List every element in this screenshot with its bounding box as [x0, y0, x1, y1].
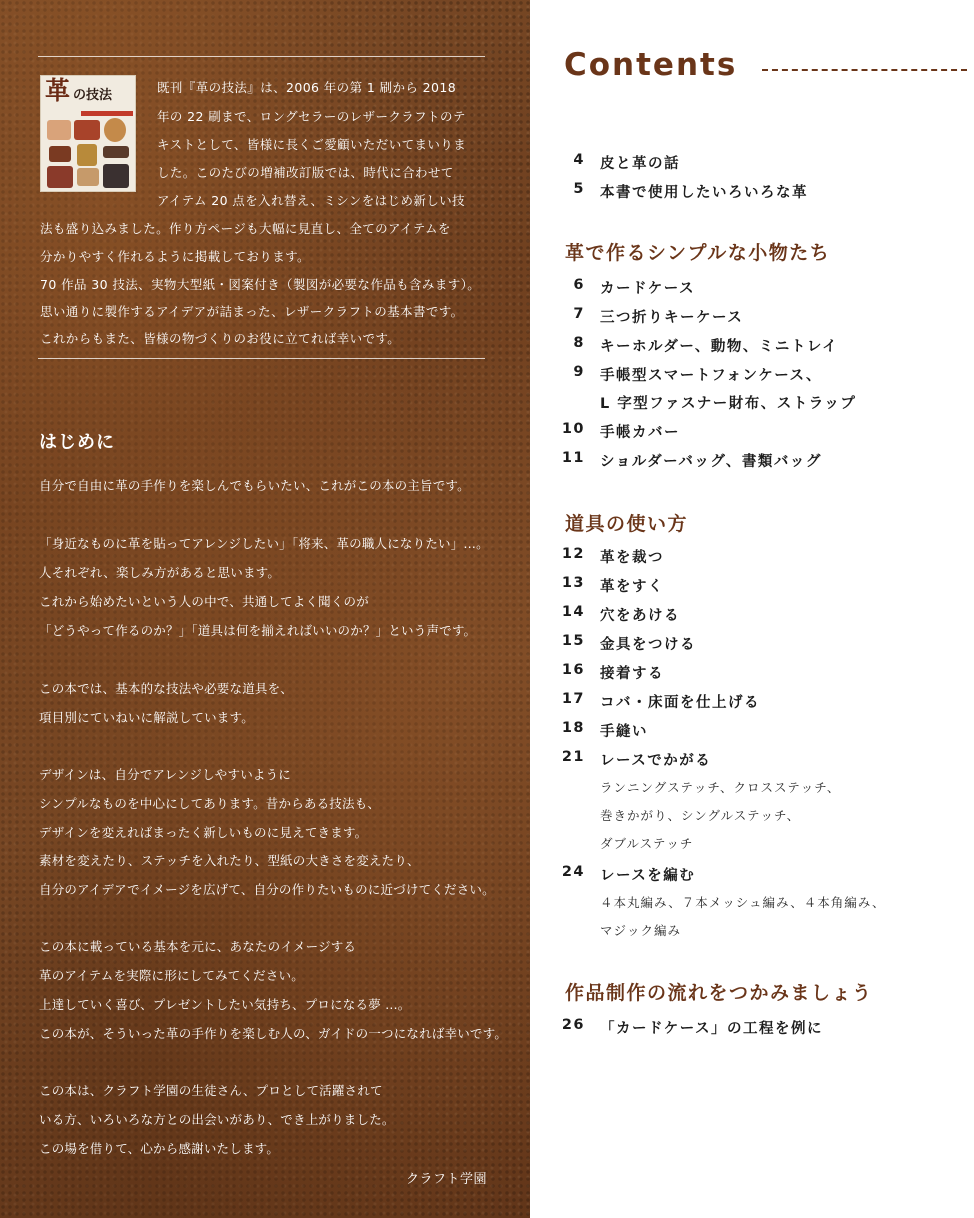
- contents-dash-rule: [762, 69, 967, 71]
- cover-item: [74, 120, 100, 140]
- toc-entry-label: レースを編む: [600, 868, 696, 884]
- toc-entry-label: 手帳型スマートフォンケース、: [600, 368, 822, 384]
- intro-line: した。このたびの増補改訂版では、時代に合わせて: [157, 165, 454, 180]
- toc-page-number: 4: [573, 152, 585, 168]
- toc-entry-label: 「カードケース」の工程を例に: [600, 1021, 823, 1037]
- toc-subentry: 巻きかがり、シングルステッチ、: [600, 808, 801, 823]
- toc-page-number: 17: [561, 691, 585, 707]
- toc-entry-label: コバ・床面を仕上げる: [600, 695, 760, 711]
- body-line: 上達していく喜び、プレゼントしたい気持ち、プロになる夢 …。: [39, 997, 411, 1012]
- body-line: 「どうやって作るのか？」「道具は何を揃えればいいのか？」という声です。: [39, 623, 477, 638]
- toc-page-number: 12: [561, 546, 585, 562]
- toc-entry-label: 本書で使用したいろいろな革: [600, 185, 808, 201]
- cover-item: [47, 166, 73, 188]
- toc-page-number: 5: [573, 181, 585, 197]
- body-line: デザインを変えればまったく新しいものに見えてきます。: [39, 825, 368, 840]
- intro-line: アイテム 20 点を入れ替え、ミシンをはじめ新しい技: [157, 193, 465, 208]
- toc-entry-label: 三つ折りキーケース: [600, 310, 744, 326]
- intro-divider: [38, 358, 485, 359]
- toc-entry-label: 接着する: [600, 666, 664, 682]
- book-cover-image: [40, 75, 136, 192]
- toc-entry-label: 穴をあける: [600, 608, 680, 624]
- hajimeni-heading: はじめに: [39, 432, 115, 453]
- book-cover-subtitle: の技法: [73, 88, 113, 103]
- body-line: 「身近なものに革を貼ってアレンジしたい」「将来、革の職人になりたい」…。: [39, 536, 489, 551]
- intro-line: これからもまた、皆様の物づくりのお役に立てれば幸いです。: [40, 331, 401, 346]
- intro-line: 既刊『革の技法』は、2006 年の第 1 刷から 2018: [157, 80, 457, 95]
- toc-page-number: 15: [561, 633, 585, 649]
- body-line: 自分のアイデアでイメージを広げて、自分の作りたいものに近づけてください。: [39, 882, 495, 897]
- toc-page-number: 26: [561, 1017, 585, 1033]
- intro-line: 法も盛り込みました。作り方ページも大幅に見直し、全てのアイテムを: [40, 221, 451, 236]
- toc-entry-label: レースでかがる: [600, 753, 712, 769]
- toc-entry-label: 革を裁つ: [600, 550, 664, 566]
- toc-page-number: 6: [573, 277, 585, 293]
- toc-entry-label: ショルダーバッグ、書類バッグ: [600, 454, 822, 470]
- toc-section-title: 作品制作の流れをつかみましょう: [565, 982, 873, 1004]
- intro-line: 年の 22 刷まで、ロングセラーのレザークラフトのテ: [157, 109, 466, 124]
- body-line: これから始めたいという人の中で、共通してよく聞くのが: [39, 594, 369, 609]
- body-line: この場を借りて、心から感謝いたします。: [39, 1141, 280, 1156]
- top-divider: [38, 56, 485, 57]
- toc-page-number: 24: [561, 864, 585, 880]
- cover-item: [103, 164, 129, 188]
- toc-subentry: ダブルステッチ: [600, 836, 694, 851]
- toc-page-number: 21: [561, 749, 585, 765]
- toc-entry-label: 金具をつける: [600, 637, 696, 653]
- signature: クラフト学園: [406, 1172, 488, 1187]
- toc-page-number: 11: [561, 450, 585, 466]
- body-line: いる方、いろいろな方との出会いがあり、でき上がりました。: [39, 1112, 395, 1127]
- intro-line: 分かりやすく作れるように掲載しております。: [40, 249, 310, 264]
- toc-entry-label: 皮と革の話: [600, 156, 680, 172]
- toc-page-number: 14: [561, 604, 585, 620]
- body-line: この本に載っている基本を元に、あなたのイメージする: [39, 939, 357, 954]
- body-line: この本が、そういった革の手作りを楽しむ人の、ガイドの一つになれば幸いです。: [39, 1026, 508, 1041]
- toc-entry-label: 手帳カバー: [600, 425, 680, 441]
- cover-item: [47, 120, 71, 140]
- body-line: 項目別にていねいに解説しています。: [39, 710, 254, 725]
- toc-subentry: マジック編み: [600, 923, 682, 938]
- intro-line: 思い通りに製作するアイデアが詰まった、レザークラフトの基本書です。: [40, 304, 464, 319]
- body-line: 自分で自由に革の手作りを楽しんでもらいたい、これがこの本の主旨です。: [39, 478, 470, 493]
- contents-title: Contents: [564, 47, 738, 83]
- cover-bar: [81, 111, 133, 116]
- book-cover-title: 革: [45, 76, 71, 105]
- toc-page-number: 13: [561, 575, 585, 591]
- toc-entry-label: キーホルダー、動物、ミニトレイ: [600, 339, 839, 355]
- cover-item: [49, 146, 71, 162]
- intro-line: キストとして、皆様に長くご愛顧いただいてまいりま: [157, 137, 467, 152]
- toc-page-number: 9: [573, 364, 585, 380]
- cover-item: [103, 146, 129, 158]
- toc-page-number: 16: [561, 662, 585, 678]
- cover-item: [77, 168, 99, 186]
- body-line: 革のアイテムを実際に形にしてみてください。: [39, 968, 304, 983]
- body-line: 素材を変えたり、ステッチを入れたり、型紙の大きさを変えたり、: [39, 853, 420, 868]
- body-line: デザインは、自分でアレンジしやすいように: [39, 767, 292, 782]
- toc-entry-label: カードケース: [600, 281, 695, 297]
- body-line: この本では、基本的な技法や必要な道具を、: [39, 681, 294, 696]
- toc-section-title: 革で作るシンプルな小物たち: [565, 242, 831, 264]
- toc-subentry: ４本丸編み、７本メッシュ編み、４本角編み、: [600, 895, 886, 910]
- toc-page-number: 18: [561, 720, 585, 736]
- toc-entry-label: 手縫い: [600, 724, 648, 740]
- cover-item: [104, 118, 126, 142]
- intro-line: 70 作品 30 技法、実物大型紙・図案付き（製図が必要な作品も含みます）。: [40, 277, 481, 292]
- cover-item: [77, 144, 97, 166]
- toc-subentry: ランニングステッチ、クロスステッチ、: [600, 780, 841, 795]
- toc-section-title: 道具の使い方: [565, 513, 689, 535]
- toc-entry-label: 革をすく: [600, 579, 664, 595]
- toc-page-number: 7: [573, 306, 585, 322]
- toc-page-number: 8: [573, 335, 585, 351]
- body-line: この本は、クラフト学園の生徒さん、プロとして活躍されて: [39, 1083, 383, 1098]
- body-line: シンプルなものを中心にしてあります。昔からある技法も、: [39, 796, 381, 811]
- body-line: 人それぞれ、楽しみ方があると思います。: [39, 565, 281, 580]
- toc-page-number: 10: [561, 421, 585, 437]
- toc-entry-label: L 字型ファスナー財布、ストラップ: [600, 396, 857, 412]
